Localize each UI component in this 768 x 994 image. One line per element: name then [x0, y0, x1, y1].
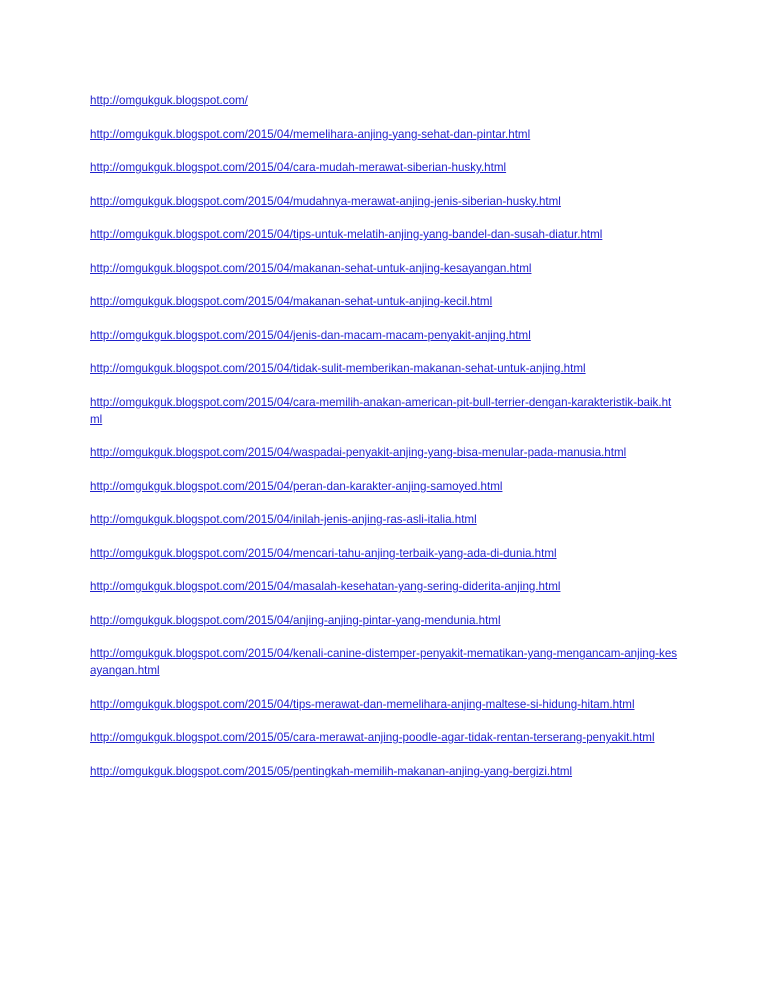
- link-item: [90, 260, 680, 277]
- url-link[interactable]: http://omgukguk.blogspot.com/2015/04/mudahnya-merawat-anjing-jenis-siberian-husky.html: [90, 194, 561, 208]
- url-link[interactable]: http://omgukguk.blogspot.com/2015/04/jenis-dan-macam-macam-penyakit-anjing.html: [90, 328, 531, 342]
- url-link[interactable]: http://omgukguk.blogspot.com/: [90, 94, 248, 107]
- url-link[interactable]: http://omgukguk.blogspot.com/2015/04/tips-untuk-melatih-anjing-yang-bandel-dan-susah-diatur.html: [90, 228, 603, 241]
- link-item: [90, 645, 680, 679]
- link-item: [90, 226, 680, 243]
- link-item: [90, 92, 680, 109]
- url-link[interactable]: http://omgukguk.blogspot.com/2015/04/cara-memilih-anakan-american-pit-bull-terrier-dengan-karakteristik-baik.html: [90, 395, 672, 426]
- link-item: [90, 293, 680, 310]
- url-link[interactable]: http://omgukguk.blogspot.com/2015/04/cara-mudah-merawat-siberian-husky.html: [90, 161, 507, 174]
- url-link[interactable]: http://omgukguk.blogspot.com/2015/05/pentingkah-memilih-makanan-anjing-yang-bergizi.html: [90, 764, 573, 778]
- link-item: [90, 193, 680, 210]
- link-item: [90, 444, 680, 461]
- url-link[interactable]: http://omgukguk.blogspot.com/2015/04/tips-merawat-dan-memelihara-anjing-maltese-si-hidung-hitam.html: [90, 697, 635, 711]
- url-link[interactable]: http://omgukguk.blogspot.com/2015/04/masalah-kesehatan-yang-sering-diderita-anjing.html: [90, 580, 561, 593]
- link-list: [90, 92, 680, 796]
- url-link[interactable]: http://omgukguk.blogspot.com/2015/04/memelihara-anjing-yang-sehat-dan-pintar.html: [90, 127, 531, 141]
- link-item: [90, 763, 680, 780]
- link-item: [90, 159, 680, 176]
- link-item: [90, 511, 680, 528]
- link-item: [90, 478, 680, 495]
- url-link[interactable]: http://omgukguk.blogspot.com/2015/04/inilah-jenis-anjing-ras-asli-italia.html: [90, 513, 477, 526]
- link-item: [90, 394, 680, 428]
- link-item: [90, 360, 680, 377]
- url-link[interactable]: http://omgukguk.blogspot.com/2015/04/waspadai-penyakit-anjing-yang-bisa-menular-pada-manusia.html: [90, 446, 627, 459]
- url-link[interactable]: http://omgukguk.blogspot.com/2015/04/anjing-anjing-pintar-yang-mendunia.html: [90, 613, 501, 627]
- url-link[interactable]: http://omgukguk.blogspot.com/2015/04/makanan-sehat-untuk-anjing-kecil.html: [90, 295, 493, 308]
- link-item: [90, 612, 680, 629]
- url-link[interactable]: http://omgukguk.blogspot.com/2015/04/mencari-tahu-anjing-terbaik-yang-ada-di-dunia.html: [90, 546, 557, 560]
- link-item: [90, 696, 680, 713]
- link-item: [90, 729, 680, 746]
- url-link[interactable]: http://omgukguk.blogspot.com/2015/04/peran-dan-karakter-anjing-samoyed.html: [90, 479, 503, 493]
- url-link[interactable]: http://omgukguk.blogspot.com/2015/05/cara-merawat-anjing-poodle-agar-tidak-rentan-terserang-penyakit.html: [90, 731, 655, 744]
- url-link[interactable]: http://omgukguk.blogspot.com/2015/04/makanan-sehat-untuk-anjing-kesayangan.html: [90, 261, 532, 275]
- link-item: [90, 545, 680, 562]
- link-item: [90, 126, 680, 143]
- link-item: [90, 327, 680, 344]
- url-link[interactable]: http://omgukguk.blogspot.com/2015/04/tidak-sulit-memberikan-makanan-sehat-untuk-anjing.html: [90, 362, 586, 375]
- link-item: [90, 578, 680, 595]
- url-link[interactable]: http://omgukguk.blogspot.com/2015/04/kenali-canine-distemper-penyakit-mematikan-yang-mengancam-anjing-kesayangan.html: [90, 647, 678, 677]
